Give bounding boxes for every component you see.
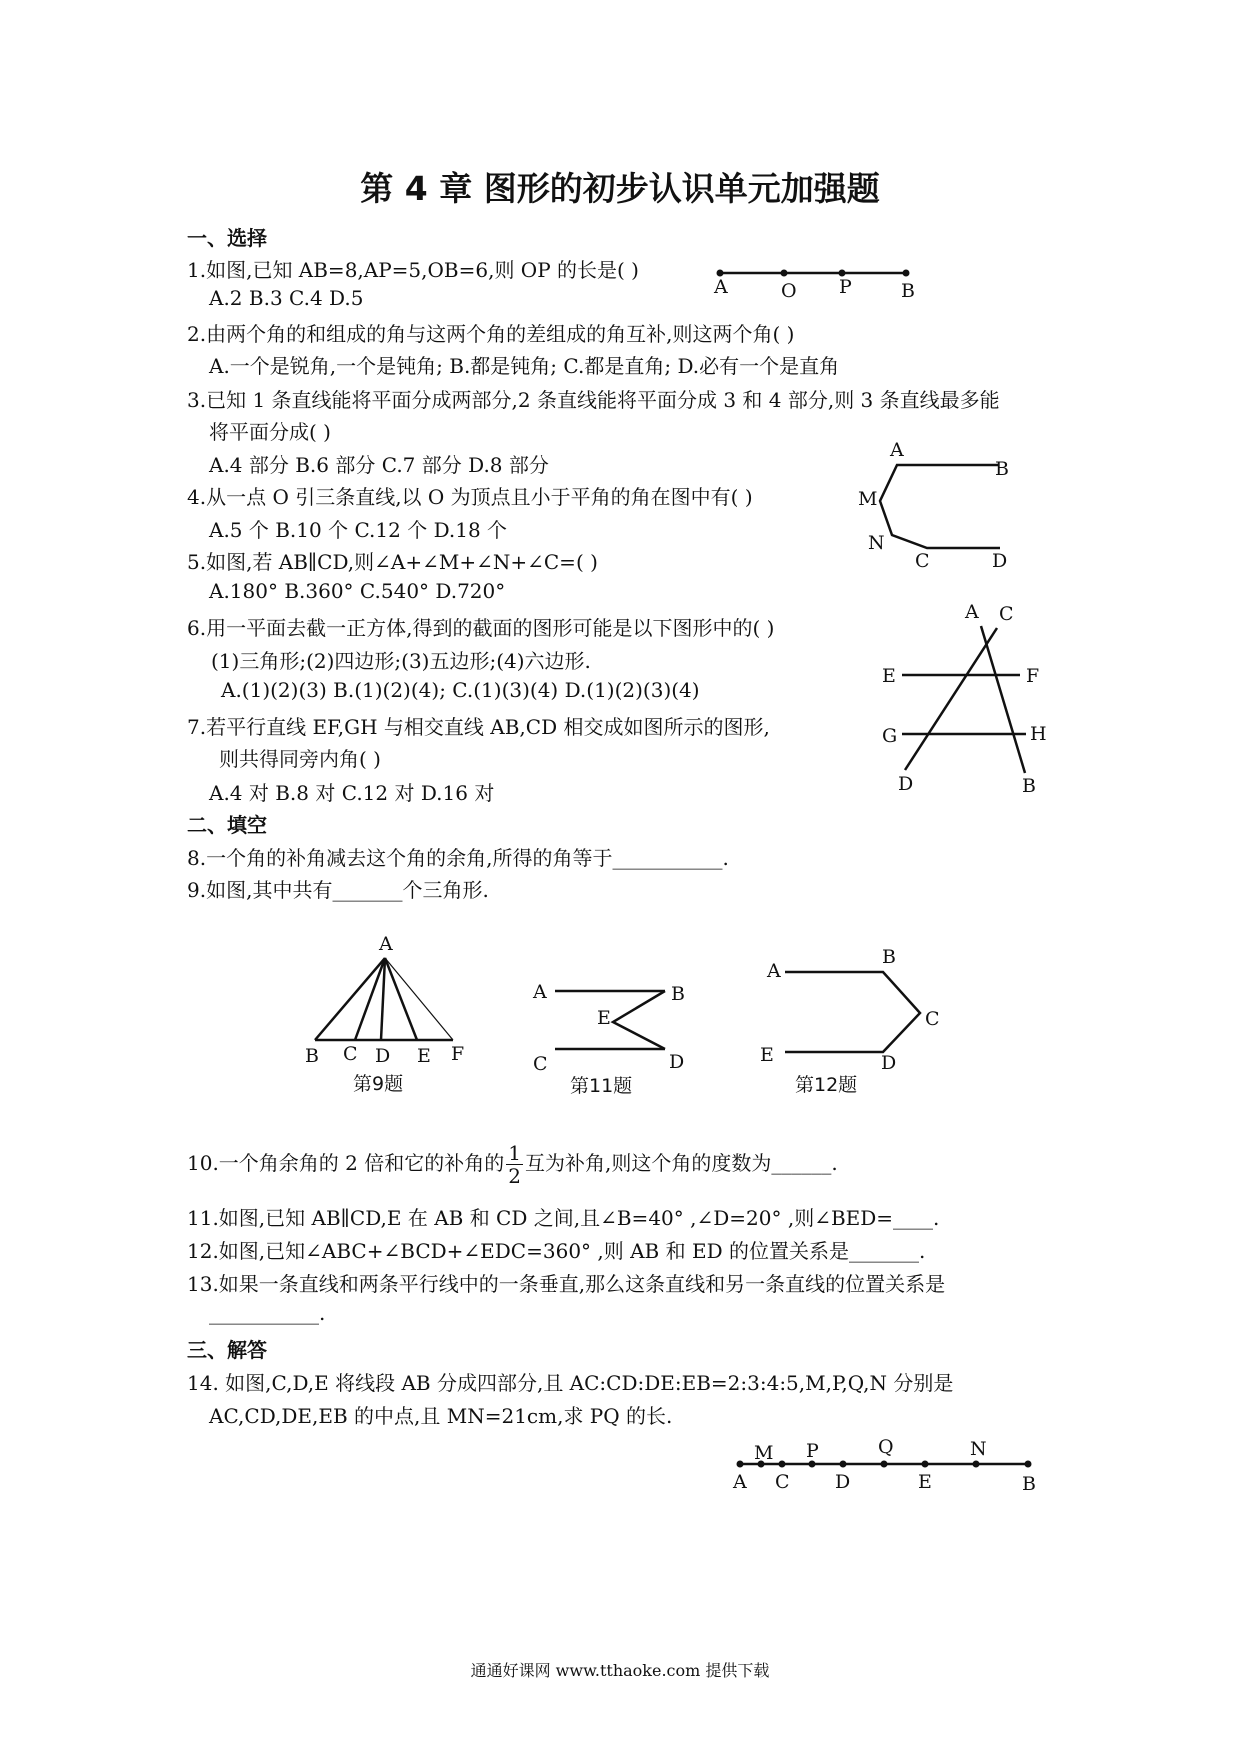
figure-5-parallel-bends: [850, 435, 1025, 580]
label-a: A: [533, 981, 547, 1003]
label-e: E: [417, 1045, 431, 1067]
label-e: E: [760, 1044, 774, 1066]
label-a: A: [379, 933, 393, 955]
label-d: D: [669, 1051, 685, 1073]
label-e: E: [597, 1007, 611, 1029]
label-a: A: [890, 439, 904, 461]
label-g: G: [882, 725, 898, 747]
label-d: D: [881, 1052, 897, 1074]
point-o-dot: [781, 270, 788, 277]
figure-12-caption: 第12题: [795, 1074, 858, 1096]
figure-14-segment: [720, 1430, 1050, 1500]
figure-5-polyline: [880, 465, 1000, 548]
label-a: A: [767, 960, 781, 982]
label-n: N: [970, 1438, 987, 1460]
label-b: B: [305, 1045, 319, 1067]
question-7-options: A.4 对 B.8 对 C.12 对 D.16 对: [209, 781, 495, 805]
question-12: 12.如图,已知∠ABC+∠BCD+∠EDC=360° ,则 AB 和 ED 的位置关系是_______.: [187, 1239, 926, 1263]
question-13-line2: ___________.: [209, 1301, 326, 1325]
label-o: O: [781, 280, 797, 302]
figure-11-caption: 第11题: [570, 1075, 633, 1097]
label-n: N: [868, 532, 885, 554]
question-10-before: 10.一个角余角的 2 倍和它的补角的: [187, 1151, 505, 1175]
figure-12-bent-lines: [755, 945, 955, 1103]
question-4-options: A.5 个 B.10 个 C.12 个 D.18 个: [209, 518, 508, 542]
point-d-dot: [840, 1461, 847, 1468]
question-13: 13.如果一条直线和两条平行线中的一条垂直,那么这条直线和另一条直线的位置关系是: [187, 1272, 946, 1296]
label-e: E: [882, 665, 896, 687]
segment-ae: [385, 958, 417, 1040]
question-1: 1.如图,已知 AB=8,AP=5,OB=6,则 OP 的长是( ): [187, 258, 639, 282]
point-b-dot: [1025, 1461, 1032, 1468]
label-d: D: [992, 550, 1008, 572]
label-c: C: [533, 1053, 548, 1075]
question-7: 7.若平行直线 EF,GH 与相交直线 AB,CD 相交成如图所示的图形,: [187, 715, 770, 739]
page-footer: 通通好课网 www.tthaoke.com 提供下载: [470, 1661, 770, 1680]
label-c: C: [999, 603, 1014, 625]
section-heading-answer: 三、解答: [187, 1338, 267, 1362]
line-ab: [981, 626, 1025, 773]
label-f: F: [451, 1043, 465, 1065]
question-8: 8.一个角的补角减去这个角的余角,所得的角等于___________.: [187, 846, 729, 870]
section-heading-fill: 二、填空: [187, 813, 267, 837]
page-title: 第 4 章 图形的初步认识单元加强题: [360, 169, 880, 208]
fraction-denominator: 2: [508, 1164, 521, 1188]
question-5: 5.如图,若 AB∥CD,则∠A+∠M+∠N+∠C=( ): [187, 550, 598, 574]
label-a: A: [965, 601, 979, 623]
question-14-line2: AC,CD,DE,EB 的中点,且 MN=21cm,求 PQ 的长.: [209, 1404, 673, 1428]
figure-1-segment: [700, 255, 930, 310]
label-q: Q: [878, 1436, 894, 1458]
question-14: 14. 如图,C,D,E 将线段 AB 分成四部分,且 AC:CD:DE:EB=2:3:4:5,M,P,Q,N 分别是: [187, 1371, 954, 1395]
figure-12-polyline: [785, 972, 920, 1052]
figure-9-caption: 第9题: [353, 1073, 404, 1095]
label-h: H: [1030, 723, 1047, 745]
point-b-dot: [903, 270, 910, 277]
question-7-line2: 则共得同旁内角( ): [219, 747, 381, 771]
label-p: P: [839, 276, 852, 298]
question-10: [187, 1142, 838, 1187]
question-9: 9.如图,其中共有_______个三角形.: [187, 878, 489, 902]
fraction-one-half: [506, 1142, 523, 1187]
question-3: 3.已知 1 条直线能将平面分成两部分,2 条直线能将平面分成 3 和 4 部分,则 3 条直线最多能: [187, 388, 1000, 412]
fraction-numerator: 1: [508, 1141, 521, 1165]
question-10-after: 互为补角,则这个角的度数为______.: [524, 1151, 838, 1175]
label-p: P: [806, 1440, 819, 1462]
line-cd: [905, 628, 997, 770]
label-b: B: [1022, 1473, 1036, 1495]
label-e: E: [918, 1471, 932, 1493]
question-2: 2.由两个角的和组成的角与这两个角的差组成的角互补,则这两个角( ): [187, 322, 795, 346]
label-d: D: [375, 1045, 391, 1067]
label-d: D: [835, 1471, 851, 1493]
question-4: 4.从一点 O 引三条直线,以 O 为顶点且小于平角的角在图中有( ): [187, 485, 753, 509]
figure-9-triangles: [295, 928, 475, 1103]
question-6: 6.用一平面去截一正方体,得到的截面的图形可能是以下图形中的( ): [187, 616, 775, 640]
label-m: M: [754, 1442, 774, 1464]
segment-ab: [315, 958, 385, 1040]
figure-11-zigzag: [525, 968, 700, 1103]
question-1-options: A.2 B.3 C.4 D.5: [209, 286, 364, 310]
label-c: C: [775, 1471, 790, 1493]
point-n-dot: [973, 1461, 980, 1468]
question-3-line2: 将平面分成( ): [209, 420, 331, 444]
question-6-items: (1)三角形;(2)四边形;(3)五边形;(4)六边形.: [211, 649, 591, 673]
label-b: B: [1022, 775, 1036, 797]
point-c-dot: [779, 1461, 786, 1468]
label-b: B: [901, 280, 915, 302]
section-heading-choice: 一、选择: [187, 226, 267, 250]
point-q-dot: [881, 1461, 888, 1468]
label-b: B: [995, 458, 1009, 480]
question-11: 11.如图,已知 AB∥CD,E 在 AB 和 CD 之间,且∠B=40° ,∠D=20° ,则∠BED=____.: [187, 1206, 940, 1230]
figure-7-transversals: [870, 598, 1055, 798]
label-a: A: [733, 1471, 747, 1493]
segment-af: [385, 958, 453, 1040]
label-c: C: [915, 550, 930, 572]
label-d: D: [898, 773, 914, 795]
label-c: C: [343, 1043, 358, 1065]
label-a: A: [714, 276, 728, 298]
label-m: M: [858, 488, 878, 510]
question-3-options: A.4 部分 B.6 部分 C.7 部分 D.8 部分: [209, 453, 549, 477]
question-5-options: A.180° B.360° C.540° D.720°: [209, 579, 506, 603]
segments-be-ed: [613, 991, 665, 1049]
question-6-options: A.(1)(2)(3) B.(1)(2)(4); C.(1)(3)(4) D.(1)(2)(3)(4): [221, 678, 700, 702]
point-a-dot: [737, 1461, 744, 1468]
label-b: B: [671, 983, 685, 1005]
point-e-dot: [922, 1461, 929, 1468]
label-f: F: [1026, 665, 1040, 687]
question-2-options: A.一个是锐角,一个是钝角; B.都是钝角; C.都是直角; D.必有一个是直角: [209, 354, 840, 378]
label-c: C: [925, 1008, 940, 1030]
label-b: B: [882, 946, 896, 968]
